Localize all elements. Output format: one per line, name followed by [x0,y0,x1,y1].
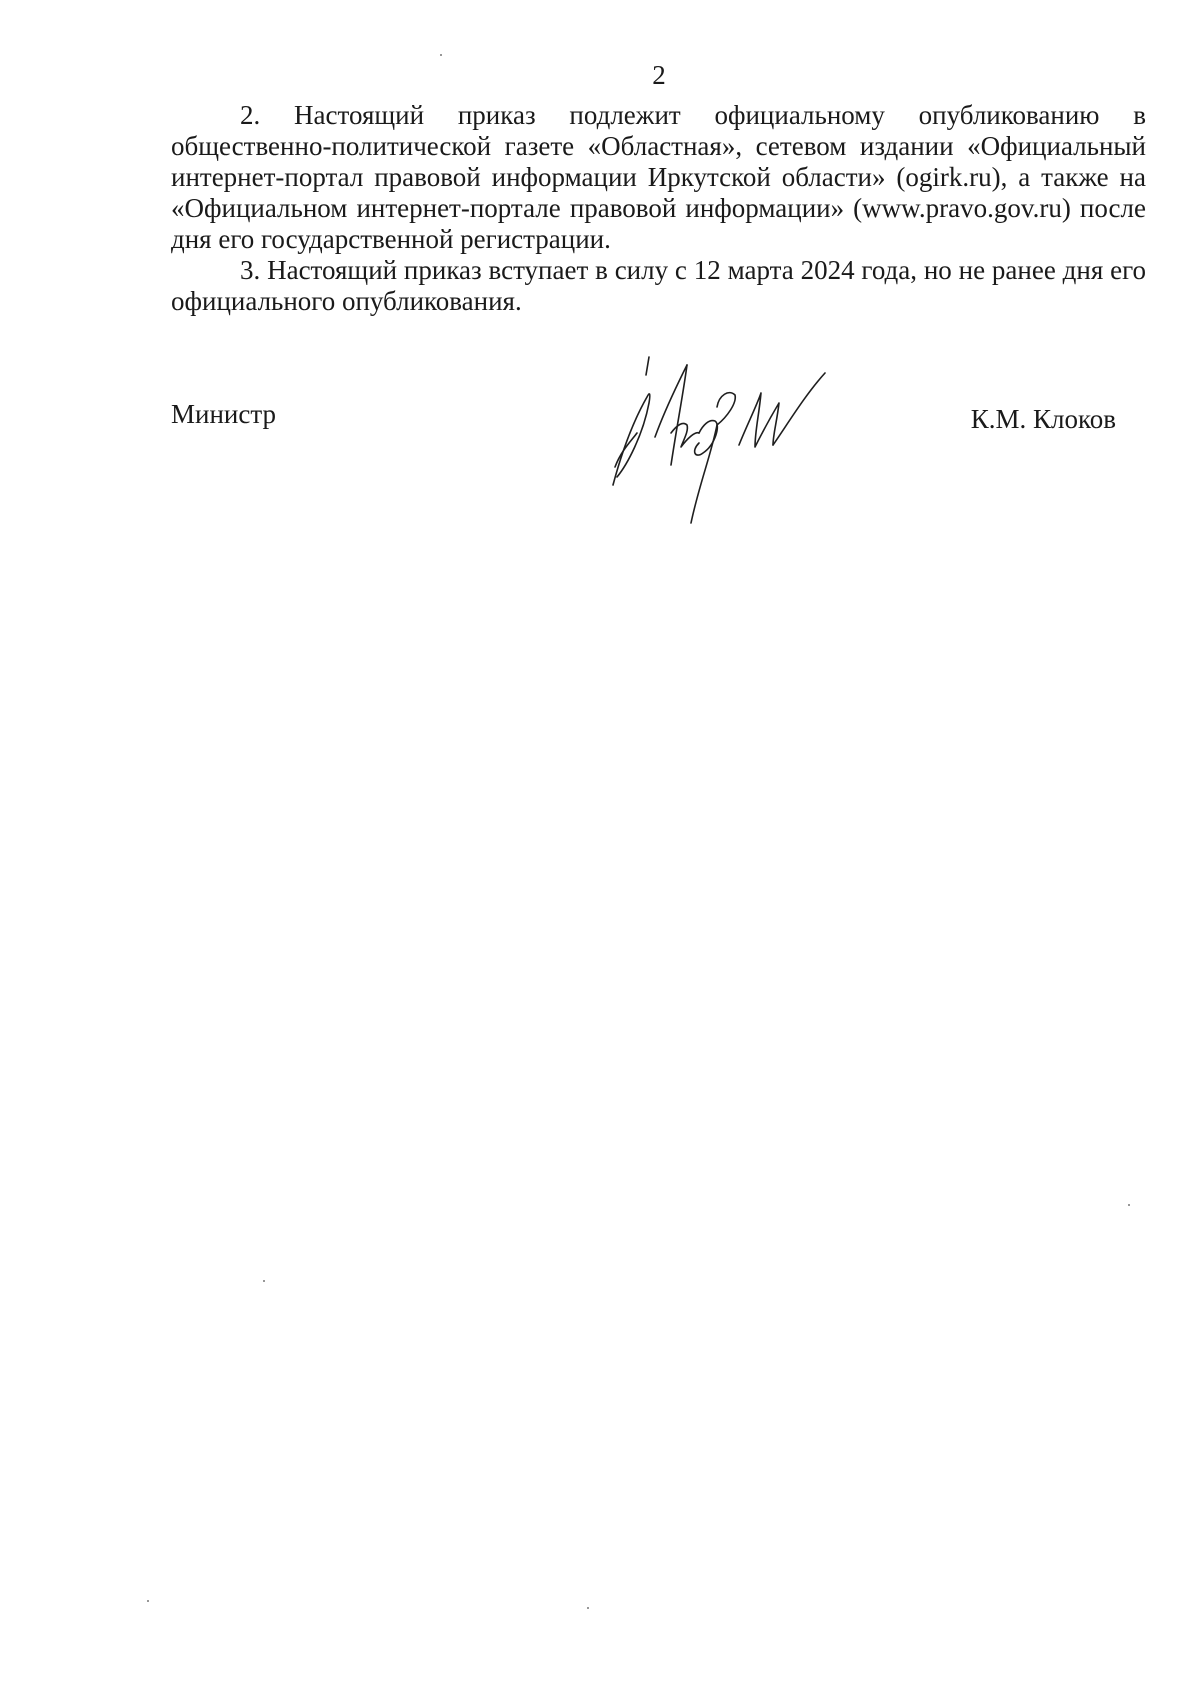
signer-name: К.М. Клоков [970,404,1116,434]
signature-block [171,355,1146,525]
signer-position: Министр [171,399,276,429]
page-number: 2 [652,60,666,90]
paragraph-publication: 2. Настоящий приказ подлежит официальному опубликованию в общественно-политической газете «Областная», сетевом издании «Официальный интернет-портал правовой информации Иркутской области» (ogirk.ru), а также на «Официальном интернет-портале правовой информации» (www.pravo.gov.ru) после дня его государственной регистрации. [171,100,1146,254]
paragraph-effective-date: 3. Настоящий приказ вступает в силу с 12 марта 2024 года, но не ранее дня его официального опубликования. [171,255,1146,316]
scan-speck [1128,1204,1130,1206]
handwritten-signature [591,355,831,525]
scan-speck [440,54,442,56]
scan-speck [147,1600,149,1602]
scan-speck [263,1280,265,1282]
scan-speck [587,1607,589,1609]
document-body [171,100,1146,317]
